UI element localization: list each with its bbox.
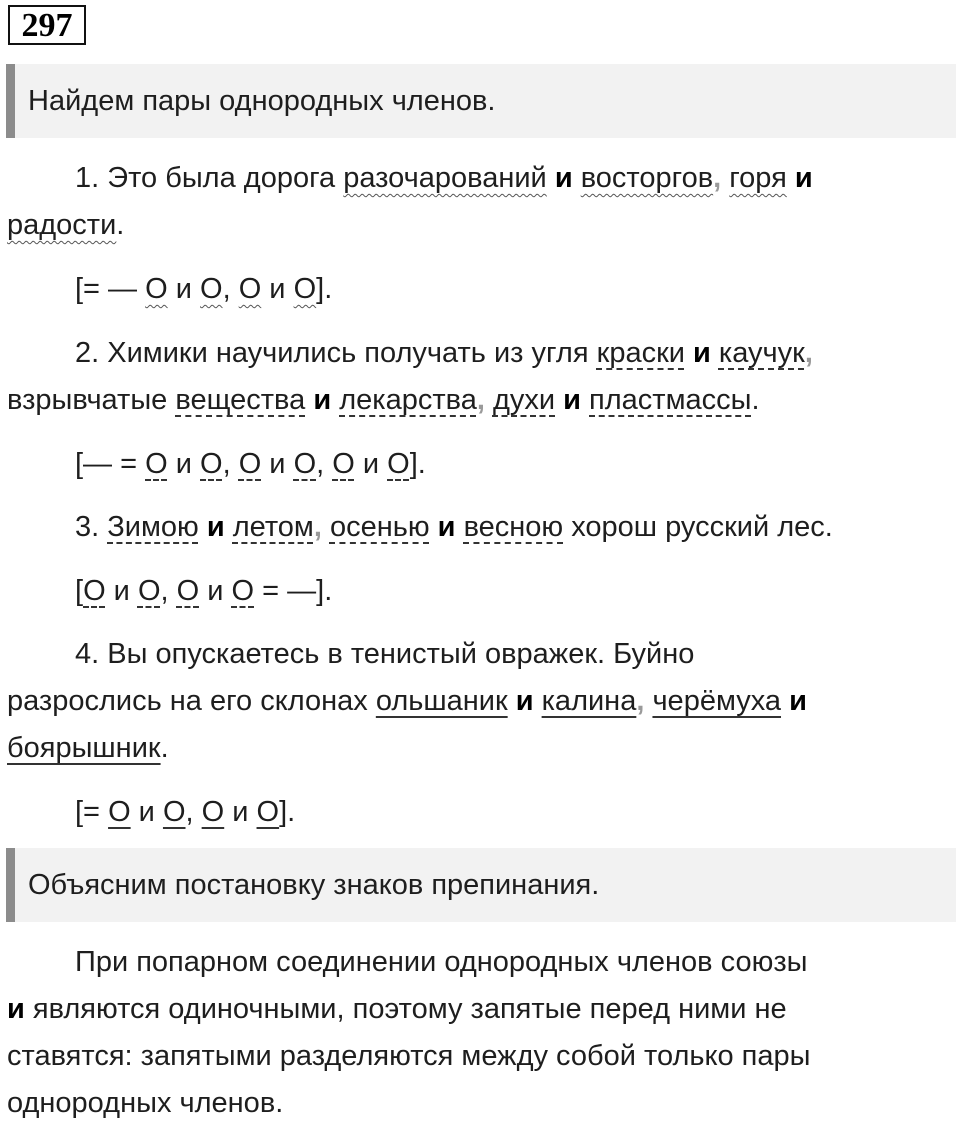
explanation-line-4: однородных членов. (7, 1087, 284, 1119)
sentence-1-line-1: 1. Это была дорога разочарований и восторгов, горя и (75, 162, 813, 194)
explanation-line-3: ставятся: запятыми разделяются между собой только пары (7, 1040, 811, 1072)
task-number: 297 (8, 5, 86, 45)
homogeneous-member: разочарований (343, 162, 547, 194)
explanation-line-1: При попарном соединении однородных членов союзы (75, 946, 808, 978)
explanation-line-2: и являются одиночными, поэтому запятые перед ними не (7, 993, 787, 1025)
homogeneous-member: ольшаник (375, 685, 508, 717)
homogeneous-member: весною (463, 511, 564, 543)
sentence-2-line-2: взрывчатые вещества и лекарства, духи и пластмассы. (7, 384, 760, 416)
homogeneous-member: вещества (175, 384, 306, 416)
section-heading: Объясним постановку знаков препинания. (28, 869, 600, 901)
sentence-4-line-2: разрослись на его склонах ольшаник и калина, черёмуха и (7, 685, 807, 717)
section-heading-band (6, 64, 956, 138)
homogeneous-member: горя (729, 162, 787, 194)
sentence-4-line-1: 4. Вы опускаетесь в тенистый овражек. Буйно (75, 638, 695, 670)
sentence-1-line-2: радости. (7, 209, 125, 241)
section-heading-band (6, 848, 956, 922)
homogeneous-member: восторгов (580, 162, 714, 194)
sentence-3-scheme: [О и О, О и О = —]. (75, 575, 333, 607)
homogeneous-member: каучук (718, 337, 805, 369)
homogeneous-member: осенью (329, 511, 430, 543)
homogeneous-member: Зимою (107, 511, 199, 543)
homogeneous-member: боярышник (7, 732, 161, 764)
homogeneous-member: калина (541, 685, 637, 717)
section-heading: Найдем пары однородных членов. (28, 85, 496, 117)
homogeneous-member: краски (596, 337, 685, 369)
homogeneous-member: лекарства (339, 384, 477, 416)
sentence-1-scheme: [= — О и О, О и О]. (75, 273, 333, 305)
homogeneous-member: радости (7, 209, 117, 241)
sentence-2-line-1: 2. Химики научились получать из угля краски и каучук, (75, 337, 813, 369)
sentence-3-line-1: 3. Зимою и летом, осенью и весною хорош русский лес. (75, 511, 833, 543)
sentence-2-scheme: [— = О и О, О и О, О и О]. (75, 448, 426, 480)
homogeneous-member: духи (492, 384, 556, 416)
sentence-4-scheme: [= О и О, О и О]. (75, 796, 296, 828)
homogeneous-member: пластмассы (589, 384, 752, 416)
homogeneous-member: летом (232, 511, 314, 543)
sentence-4-line-3: боярышник. (7, 732, 169, 764)
homogeneous-member: черёмуха (652, 685, 782, 717)
